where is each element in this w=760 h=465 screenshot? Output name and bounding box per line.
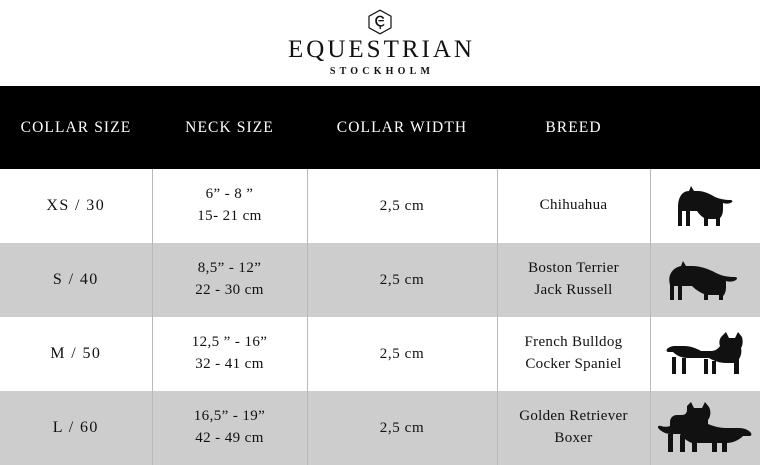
cell-collar-size: L / 60: [0, 391, 152, 465]
neck-size-inches: 6” - 8 ”: [154, 184, 306, 206]
breed-line-1: Golden Retriever: [499, 406, 649, 428]
brand-header: [0, 0, 760, 86]
cell-breed: [497, 391, 650, 465]
bulldog-silhouette-icon: [651, 318, 760, 390]
neck-size-inches: 16,5” - 19”: [154, 406, 306, 428]
neck-size-inches: 12,5 ” - 16”: [154, 332, 306, 354]
cell-breed: [497, 169, 650, 243]
cell-collar-width: 2,5 cm: [307, 391, 497, 465]
cell-neck-size: [152, 317, 307, 391]
cell-collar-size: S / 40: [0, 243, 152, 317]
column-header-dog-illustration: [650, 86, 760, 169]
brand-subtitle: STOCKHOLM: [326, 66, 434, 77]
cell-dog-illustration: [650, 317, 760, 391]
table-row: [0, 243, 760, 317]
terrier-silhouette-icon: [651, 244, 760, 316]
collar-size-table: [0, 86, 760, 465]
brand-name: EQUESTRIAN: [285, 37, 475, 63]
table-row: [0, 391, 760, 465]
neck-size-cm: 22 - 30 cm: [154, 280, 306, 302]
table-body: [0, 169, 760, 465]
neck-size-cm: 15- 21 cm: [154, 206, 306, 228]
breed-line-1: Chihuahua: [499, 195, 649, 217]
table-header: [0, 86, 760, 169]
neck-size-cm: 32 - 41 cm: [154, 354, 306, 376]
cell-breed: [497, 243, 650, 317]
cell-collar-width: 2,5 cm: [307, 169, 497, 243]
breed-line-1: French Bulldog: [499, 332, 649, 354]
column-header-collar-size: COLLAR SIZE: [0, 86, 152, 169]
cell-neck-size: [152, 243, 307, 317]
cell-dog-illustration: [650, 243, 760, 317]
column-header-breed: BREED: [497, 86, 650, 169]
cell-dog-illustration: [650, 391, 760, 465]
column-header-collar-width: COLLAR WIDTH: [307, 86, 497, 169]
breed-line-2: Boxer: [499, 428, 649, 450]
cell-collar-width: 2,5 cm: [307, 243, 497, 317]
table-header-row: [0, 86, 760, 169]
cell-breed: [497, 317, 650, 391]
cell-neck-size: [152, 169, 307, 243]
large-dog-silhouette-icon: [651, 392, 760, 464]
breed-line-1: Boston Terrier: [499, 258, 649, 280]
neck-size-inches: 8,5” - 12”: [154, 258, 306, 280]
cell-collar-width: 2,5 cm: [307, 317, 497, 391]
column-header-neck-size: NECK SIZE: [152, 86, 307, 169]
cell-dog-illustration: [650, 169, 760, 243]
breed-line-2: Jack Russell: [499, 280, 649, 302]
table-row: [0, 169, 760, 243]
cell-collar-size: XS / 30: [0, 169, 152, 243]
equestrian-monogram-icon: [367, 9, 393, 35]
breed-line-2: Cocker Spaniel: [499, 354, 649, 376]
neck-size-cm: 42 - 49 cm: [154, 428, 306, 450]
table-row: [0, 317, 760, 391]
small-dog-silhouette-icon: [651, 170, 760, 242]
cell-collar-size: M / 50: [0, 317, 152, 391]
cell-neck-size: [152, 391, 307, 465]
